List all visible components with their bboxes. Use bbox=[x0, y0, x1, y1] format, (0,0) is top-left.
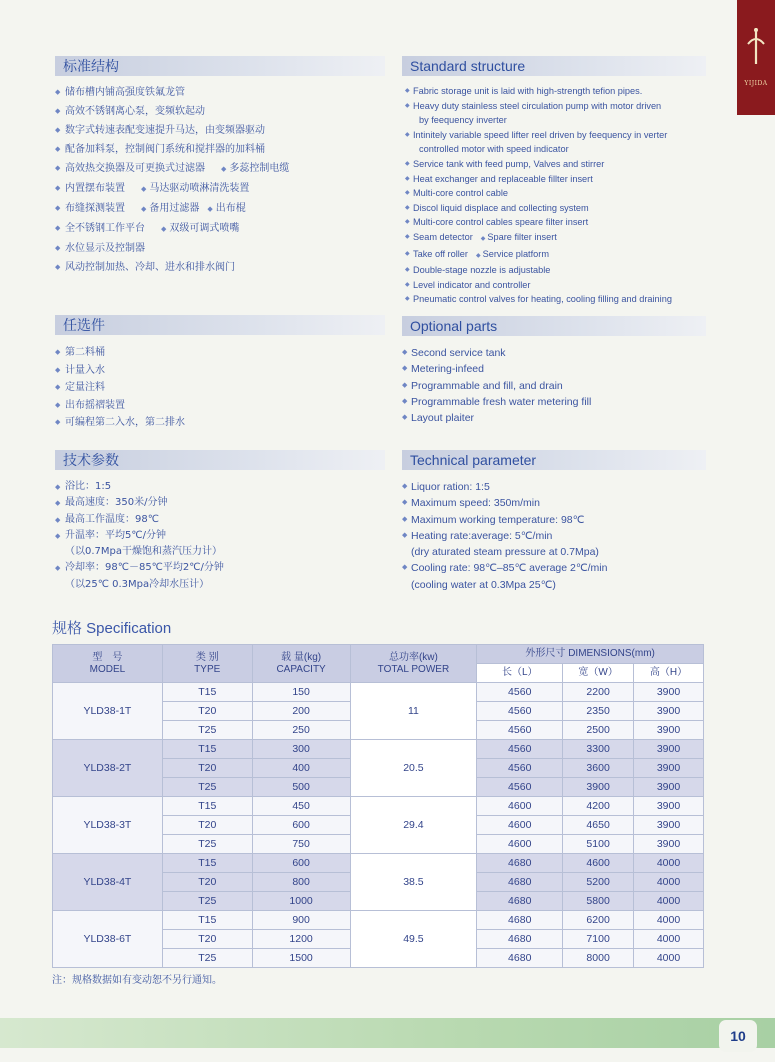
cell-width: 4650 bbox=[563, 816, 634, 835]
cell-width: 5800 bbox=[563, 892, 634, 911]
cell-length: 4560 bbox=[477, 702, 563, 721]
cell-length: 4560 bbox=[477, 759, 563, 778]
cell-capacity: 500 bbox=[252, 778, 350, 797]
cell-width: 4600 bbox=[563, 854, 634, 873]
cell-height: 4000 bbox=[634, 930, 704, 949]
list-item: ◆ 可编程第二入水，第二排水 bbox=[55, 414, 385, 432]
cell-height: 4000 bbox=[634, 911, 704, 930]
cell-type: T15 bbox=[162, 854, 252, 873]
list-item: ◆ Programmable and fill, and drain bbox=[402, 378, 712, 394]
cell-total-power: 11 bbox=[350, 683, 477, 740]
cell-height: 3900 bbox=[634, 835, 704, 854]
list-item: ◆ Heating rate:average: 5℃/min bbox=[402, 528, 712, 544]
cell-capacity: 600 bbox=[252, 816, 350, 835]
technical-parameter-en-list bbox=[402, 479, 712, 593]
cell-capacity: 200 bbox=[252, 702, 350, 721]
section-title-technical-parameter-cn: 技术参数 bbox=[55, 450, 385, 470]
footer-band bbox=[0, 1018, 775, 1048]
cell-type: T20 bbox=[162, 759, 252, 778]
list-item: ◆ Multi-core control cable bbox=[405, 186, 715, 201]
cell-width: 3900 bbox=[563, 778, 634, 797]
header-type: 类 别 TYPE bbox=[162, 645, 252, 683]
cell-total-power: 20.5 bbox=[350, 740, 477, 797]
cell-height: 3900 bbox=[634, 797, 704, 816]
cell-length: 4680 bbox=[477, 892, 563, 911]
cell-capacity: 800 bbox=[252, 873, 350, 892]
cell-type: T20 bbox=[162, 702, 252, 721]
cell-length: 4680 bbox=[477, 930, 563, 949]
cell-length: 4600 bbox=[477, 835, 563, 854]
cell-width: 4200 bbox=[563, 797, 634, 816]
list-item: ◆ Pneumatic control valves for heating, cooling filling and draining bbox=[405, 292, 715, 307]
cell-length: 4680 bbox=[477, 854, 563, 873]
cell-capacity: 1500 bbox=[252, 949, 350, 968]
cell-capacity: 300 bbox=[252, 740, 350, 759]
cell-height: 3900 bbox=[634, 702, 704, 721]
list-item: ◆ 升温率：平均5℃/分钟 bbox=[55, 528, 385, 544]
cell-height: 4000 bbox=[634, 949, 704, 968]
cell-length: 4680 bbox=[477, 873, 563, 892]
header-total-power: 总功率(kw) TOTAL POWER bbox=[350, 645, 477, 683]
cell-type: T25 bbox=[162, 835, 252, 854]
list-item: ◆ 最高速度：350米/分钟 bbox=[55, 495, 385, 511]
cell-width: 8000 bbox=[563, 949, 634, 968]
cell-type: T15 bbox=[162, 797, 252, 816]
list-item: ◆ 储布槽内铺高强度铁氟龙管 bbox=[55, 83, 395, 102]
section-title-technical-parameter-en: Technical parameter bbox=[402, 450, 706, 470]
list-item: ◆ Multi-core control cables speare filter insert bbox=[405, 215, 715, 230]
cell-width: 7100 bbox=[563, 930, 634, 949]
header-capacity: 载 量(kg) CAPACITY bbox=[252, 645, 350, 683]
section-title-standard-structure-en: Standard structure bbox=[402, 56, 706, 76]
cell-capacity: 900 bbox=[252, 911, 350, 930]
table-row bbox=[53, 740, 704, 759]
cell-height: 4000 bbox=[634, 873, 704, 892]
list-item: ◆ 风动控制加热、冷却、进水和排水阀门 bbox=[55, 258, 395, 277]
list-item: ◆ 高效热交换器及可更换式过滤器◆ 多蕊控制电缆 bbox=[55, 159, 395, 179]
cell-type: T25 bbox=[162, 778, 252, 797]
list-item: ◆ 高效不锈钢离心泵，变频软起动 bbox=[55, 102, 395, 121]
cell-length: 4560 bbox=[477, 778, 563, 797]
list-item: ◆ Heat exchanger and replaceable fillter insert bbox=[405, 172, 715, 187]
table-row bbox=[53, 797, 704, 816]
list-item: ◆ 出布摇褶装置 bbox=[55, 397, 385, 415]
cell-type: T15 bbox=[162, 683, 252, 702]
cell-total-power: 29.4 bbox=[350, 797, 477, 854]
list-item: ◆ 数字式转速表配变速提升马达，由变频器驱动 bbox=[55, 121, 395, 140]
brand-logo-text: YIJIDA bbox=[744, 80, 768, 87]
cell-model: YLD38-6T bbox=[53, 911, 163, 968]
cell-height: 3900 bbox=[634, 683, 704, 702]
list-item: ◆ Layout plaiter bbox=[402, 410, 712, 426]
cell-height: 4000 bbox=[634, 854, 704, 873]
list-item: ◆ Maximum speed: 350m/min bbox=[402, 495, 712, 511]
list-item: ◆ Level indicator and controller bbox=[405, 278, 715, 293]
table-header-row bbox=[53, 645, 704, 664]
section-title-optional-parts-cn: 任选件 bbox=[55, 315, 385, 335]
brand-emblem-icon bbox=[746, 26, 766, 66]
table-row bbox=[53, 854, 704, 873]
cell-width: 2200 bbox=[563, 683, 634, 702]
cell-model: YLD38-4T bbox=[53, 854, 163, 911]
cell-length: 4680 bbox=[477, 949, 563, 968]
specification-note: 注：规格数据如有变动恕不另行通知。 bbox=[52, 975, 222, 986]
header-width: 宽（W） bbox=[563, 664, 634, 683]
cell-capacity: 1000 bbox=[252, 892, 350, 911]
list-item: ◆ Second service tank bbox=[402, 345, 712, 361]
specification-title: 规格 Specification bbox=[52, 620, 172, 637]
specification-table bbox=[52, 644, 704, 968]
cell-type: T25 bbox=[162, 949, 252, 968]
optional-parts-cn-list bbox=[55, 344, 385, 432]
header-height: 高（H） bbox=[634, 664, 704, 683]
cell-capacity: 450 bbox=[252, 797, 350, 816]
optional-parts-en-list bbox=[402, 345, 712, 426]
cell-width: 2350 bbox=[563, 702, 634, 721]
cell-capacity: 250 bbox=[252, 721, 350, 740]
cell-total-power: 38.5 bbox=[350, 854, 477, 911]
list-item: ◆ 全不锈钢工作平台◆ 双级可调式喷嘴 bbox=[55, 219, 395, 239]
list-item: ◆ 配备加料泵，控制阀门系统和搅拌器的加料桶 bbox=[55, 140, 395, 159]
cell-length: 4600 bbox=[477, 816, 563, 835]
cell-width: 5100 bbox=[563, 835, 634, 854]
cell-total-power: 49.5 bbox=[350, 911, 477, 968]
cell-height: 3900 bbox=[634, 759, 704, 778]
table-row bbox=[53, 683, 704, 702]
list-item: ◆ 水位显示及控制器 bbox=[55, 239, 395, 258]
cell-capacity: 400 bbox=[252, 759, 350, 778]
cell-type: T20 bbox=[162, 816, 252, 835]
header-model: 型 号 MODEL bbox=[53, 645, 163, 683]
cell-model: YLD38-3T bbox=[53, 797, 163, 854]
list-item: ◆ Liquor ration: 1:5 bbox=[402, 479, 712, 495]
cell-height: 3900 bbox=[634, 778, 704, 797]
header-length: 长（L） bbox=[477, 664, 563, 683]
list-item: ◆ Cooling rate: 98℃–85℃ average 2℃/min bbox=[402, 560, 712, 576]
list-item: ◆ Service tank with feed pump, Valves and stirrer bbox=[405, 157, 715, 172]
list-item: ◆ 冷却率：98℃－85℃平均2℃/分钟 bbox=[55, 560, 385, 576]
cell-width: 5200 bbox=[563, 873, 634, 892]
list-item: ◆ 最高工作温度：98℃ bbox=[55, 512, 385, 528]
cell-type: T25 bbox=[162, 721, 252, 740]
list-item: ◆ 布缝探测装置◆ 备用过滤器◆ 出布棍 bbox=[55, 199, 395, 219]
list-item: （以0.7Mpa干燥饱和蒸汽压力计） bbox=[65, 546, 223, 558]
technical-parameter-cn-list bbox=[55, 479, 385, 593]
section-title-standard-structure-cn: 标准结构 bbox=[55, 56, 385, 76]
section-title-optional-parts-en: Optional parts bbox=[402, 316, 706, 336]
cell-length: 4560 bbox=[477, 740, 563, 759]
standard-structure-cn-list bbox=[55, 83, 395, 277]
list-item: ◆ 内置摆布装置◆ 马达驱动喷淋清洗装置 bbox=[55, 179, 395, 199]
cell-height: 3900 bbox=[634, 816, 704, 835]
cell-capacity: 1200 bbox=[252, 930, 350, 949]
cell-type: T20 bbox=[162, 930, 252, 949]
list-item: ◆ 定量注料 bbox=[55, 379, 385, 397]
list-item: ◆ Seam detector◆ Spare filter insert bbox=[405, 230, 715, 247]
list-item: ◆ Programmable fresh water metering fill bbox=[402, 394, 712, 410]
cell-capacity: 750 bbox=[252, 835, 350, 854]
list-item: ◆ Take off roller◆ Service platform bbox=[405, 247, 715, 264]
cell-length: 4560 bbox=[477, 721, 563, 740]
page-number: 10 bbox=[719, 1020, 757, 1052]
cell-capacity: 150 bbox=[252, 683, 350, 702]
standard-structure-en-list bbox=[405, 84, 715, 307]
cell-model: YLD38-2T bbox=[53, 740, 163, 797]
cell-width: 3600 bbox=[563, 759, 634, 778]
list-item: ◆ Intinitely variable speed lifter reel driven by feequency in verter controlled motor with speed indicator bbox=[405, 128, 715, 157]
header-dimensions: 外形尺寸 DIMENSIONS(mm) bbox=[477, 645, 704, 664]
list-item: ◆ Fabric storage unit is laid with high-strength tefion pipes. bbox=[405, 84, 715, 99]
brand-logo bbox=[737, 0, 775, 115]
list-item: ◆ 浴比：1:5 bbox=[55, 479, 385, 495]
list-item: (cooling water at 0.3Mpa 25℃) bbox=[411, 578, 556, 591]
list-item: ◆ Double-stage nozzle is adjustable bbox=[405, 263, 715, 278]
cell-height: 3900 bbox=[634, 721, 704, 740]
cell-type: T25 bbox=[162, 892, 252, 911]
cell-length: 4560 bbox=[477, 683, 563, 702]
cell-width: 3300 bbox=[563, 740, 634, 759]
cell-length: 4680 bbox=[477, 911, 563, 930]
table-row bbox=[53, 911, 704, 930]
list-item: ◆ Discol liquid displace and collecting system bbox=[405, 201, 715, 216]
list-item: ◆ 第二料桶 bbox=[55, 344, 385, 362]
cell-type: T20 bbox=[162, 873, 252, 892]
cell-type: T15 bbox=[162, 911, 252, 930]
cell-width: 2500 bbox=[563, 721, 634, 740]
cell-type: T15 bbox=[162, 740, 252, 759]
cell-height: 4000 bbox=[634, 892, 704, 911]
list-item: (dry aturated steam pressure at 0.7Mpa) bbox=[411, 546, 599, 559]
cell-length: 4600 bbox=[477, 797, 563, 816]
list-item: （以25℃ 0.3Mpa冷却水压计） bbox=[65, 578, 210, 590]
list-item: ◆ Heavy duty stainless steel circulation pump with motor driven by feequency inverter bbox=[405, 99, 715, 128]
cell-model: YLD38-1T bbox=[53, 683, 163, 740]
list-item: ◆ Metering-infeed bbox=[402, 361, 712, 377]
cell-capacity: 600 bbox=[252, 854, 350, 873]
list-item: ◆ Maximum working temperature: 98℃ bbox=[402, 512, 712, 528]
list-item: ◆ 计量入水 bbox=[55, 362, 385, 380]
cell-width: 6200 bbox=[563, 911, 634, 930]
cell-height: 3900 bbox=[634, 740, 704, 759]
